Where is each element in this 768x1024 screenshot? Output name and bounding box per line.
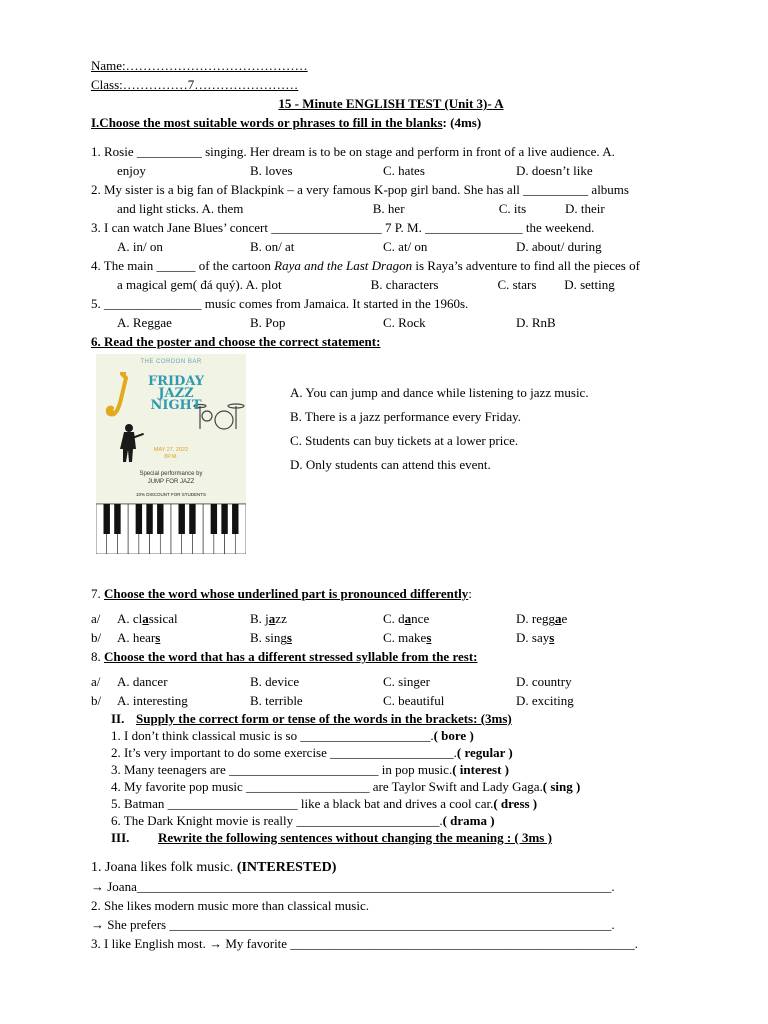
piano-black-key (221, 504, 227, 534)
jazz-poster (96, 354, 246, 554)
q6-option-a: A. You can jump and dance while listening to jazz music. (290, 385, 589, 400)
q7a-option-b: B. jazz (250, 611, 287, 626)
q2-stem: 2. My sister is a big fan of Blackpink – a very famous K-pop girl band. She has all __________ albums (91, 182, 629, 197)
q6-heading: 6. Read the poster and choose the correct statement: (91, 334, 381, 349)
q8a-option-c: C. singer (383, 674, 430, 689)
s3-answer-2: → She prefers ____________________________________________________________________. (91, 917, 615, 932)
q2-option-d: D. their (565, 201, 605, 216)
q8a-option-a: A. dancer (117, 674, 168, 689)
q8a-option-b: B. device (250, 674, 300, 689)
piano-black-key (179, 504, 185, 534)
s3-q1: 1. Joana likes folk music. (INTERESTED) (91, 860, 337, 875)
q8b-option-c: C. beautiful (383, 693, 445, 708)
test-title: 15 - Minute ENGLISH TEST (Unit 3)- A (278, 96, 504, 111)
section1-heading: I.Choose the most suitable words or phrases to fill in the blanks: (4ms) (91, 115, 482, 130)
q4-option-a: a magical gem( đá quý). A. plot (117, 277, 282, 292)
s3-answer-1: → Joana_________________________________________________________________________. (91, 879, 615, 894)
piano-black-key (104, 504, 110, 534)
q6-option-d: D. Only students can attend this event. (290, 457, 491, 472)
piano-black-key (114, 504, 120, 534)
s2-item-6: 6. The Dark Knight movie is really ______________________.( drama ) (111, 813, 495, 828)
s3-q2: 2. She likes modern music more than classical music. (91, 898, 369, 913)
piano-black-key (146, 504, 152, 534)
q4-option-c: C. stars (497, 277, 537, 292)
q5-option-d: D. RnB (516, 315, 556, 330)
piano-black-key (157, 504, 163, 534)
q2-option-b: B. her (372, 201, 405, 216)
q5-option-a: A. Reggae (117, 315, 172, 330)
piano-black-key (232, 504, 238, 534)
section3-heading: III. Rewrite the following sentences without changing the meaning : ( 3ms ) (111, 830, 552, 845)
class-field: Class:……………7…………………… (91, 77, 299, 92)
q4-option-d: D. setting (564, 277, 615, 292)
s3-q3: 3. I like English most. → My favorite _____________________________________________________. (91, 936, 639, 951)
worksheet (91, 56, 691, 953)
q3-option-b: B. on/ at (250, 239, 295, 254)
q8b-option-a: A. interesting (117, 693, 188, 708)
q8-heading: 8. Choose the word that has a different stressed syllable from the rest: (91, 649, 478, 664)
q7-heading: 7. Choose the word whose underlined part is pronounced differently: (91, 586, 472, 601)
q2-option-c: C. its (498, 201, 527, 216)
q8-row-a: a/ A. dancer B. device C. singer D. country (91, 672, 691, 691)
piano-black-key (136, 504, 142, 534)
q1-option-b: B. loves (250, 163, 293, 178)
q7b-option-c: C. makes (383, 630, 432, 645)
q6-option-c: C. Students can buy tickets at a lower price. (290, 433, 519, 448)
q4-option-b: B. characters (370, 277, 439, 292)
q2-option-a: and light sticks. A. them (117, 201, 244, 216)
poster-venue: THE CORDON BAR (140, 359, 202, 365)
q1-option-a: enjoy (117, 163, 146, 178)
q4-options (91, 275, 691, 294)
q7b-option-b: B. sings (250, 630, 292, 645)
q2-options (91, 199, 691, 218)
q1-options (91, 161, 691, 180)
q3-option-c: C. at/ on (383, 239, 428, 254)
q6-options (290, 381, 589, 477)
q7b-option-a: A. hears (117, 630, 161, 645)
q3-stem: 3. I can watch Jane Blues’ concert _________________ 7 P. M. _______________ the weekend. (91, 220, 595, 235)
section2-heading: II. Supply the correct form or tense of the words in the brackets: (3ms) (111, 711, 512, 726)
q7-row-b: b/ A. hears B. sings C. makes D. says (91, 628, 691, 647)
section2-items (91, 727, 691, 829)
poster-date: MAY 27, 2022 8P.M. (153, 447, 189, 460)
q1-option-d: D. doesn’t like (516, 163, 593, 178)
q7a-option-d: D. reggae (516, 611, 568, 626)
saxophone-icon (106, 372, 126, 416)
q8a-option-d: D. country (516, 674, 572, 689)
musician-silhouette (120, 424, 144, 462)
piano-black-key (211, 504, 217, 534)
q6-block (91, 351, 691, 586)
q1-stem: 1. Rosie __________ singing. Her dream is to be on stage and perform in front of a live audience. A. (91, 144, 615, 159)
q7a-option-a: A. classical (117, 611, 178, 626)
q5-stem: 5. _______________ music comes from Jamaica. It started in the 1960s. (91, 296, 469, 311)
s2-item-1: 1. I don’t think classical music is so ____________________.( bore ) (111, 728, 474, 743)
s2-item-4: 4. My favorite pop music ___________________ are Taylor Swift and Lady Gaga.( sing ) (111, 779, 581, 794)
poster-title: FRIDAY JAZZ NIGHT (147, 374, 205, 413)
q7a-option-c: C. dance (383, 611, 430, 626)
q8b-option-d: D. exciting (516, 693, 574, 708)
q5-option-c: C. Rock (383, 315, 426, 330)
q7-row-a: a/ A. classical B. jazz C. dance D. reggae (91, 609, 691, 628)
q1-option-c: C. hates (383, 163, 425, 178)
q4-stem: 4. The main ______ of the cartoon Raya and the Last Dragon is Raya’s adventure to find all the pieces of (91, 258, 640, 273)
s2-item-5: 5. Batman ____________________ like a black bat and drives a cool car.( dress ) (111, 796, 538, 811)
q5-option-b: B. Pop (250, 315, 286, 330)
piano-keyboard (96, 504, 246, 554)
q3-options (91, 237, 691, 256)
q6-option-b: B. There is a jazz performance every Friday. (290, 409, 522, 424)
q3-option-d: D. about/ during (516, 239, 602, 254)
piano-black-key (189, 504, 195, 534)
poster-discount: 10% DISCOUNT FOR STUDENTS (136, 492, 206, 497)
s2-item-2: 2. It’s very important to do some exercise ___________________.( regular ) (111, 745, 513, 760)
q7b-option-d: D. says (516, 630, 555, 645)
name-field: Name:…………………………………… (91, 58, 308, 73)
poster-special: Special performance by JUMP FOR JAZZ (139, 471, 203, 485)
q8b-option-b: B. terrible (250, 693, 303, 708)
q3-option-a: A. in/ on (117, 239, 163, 254)
q5-options (91, 313, 691, 332)
q8-row-b: b/ A. interesting B. terrible C. beautiful D. exciting (91, 691, 691, 710)
s2-item-3: 3. Many teenagers are _______________________ in pop music.( interest ) (111, 762, 509, 777)
